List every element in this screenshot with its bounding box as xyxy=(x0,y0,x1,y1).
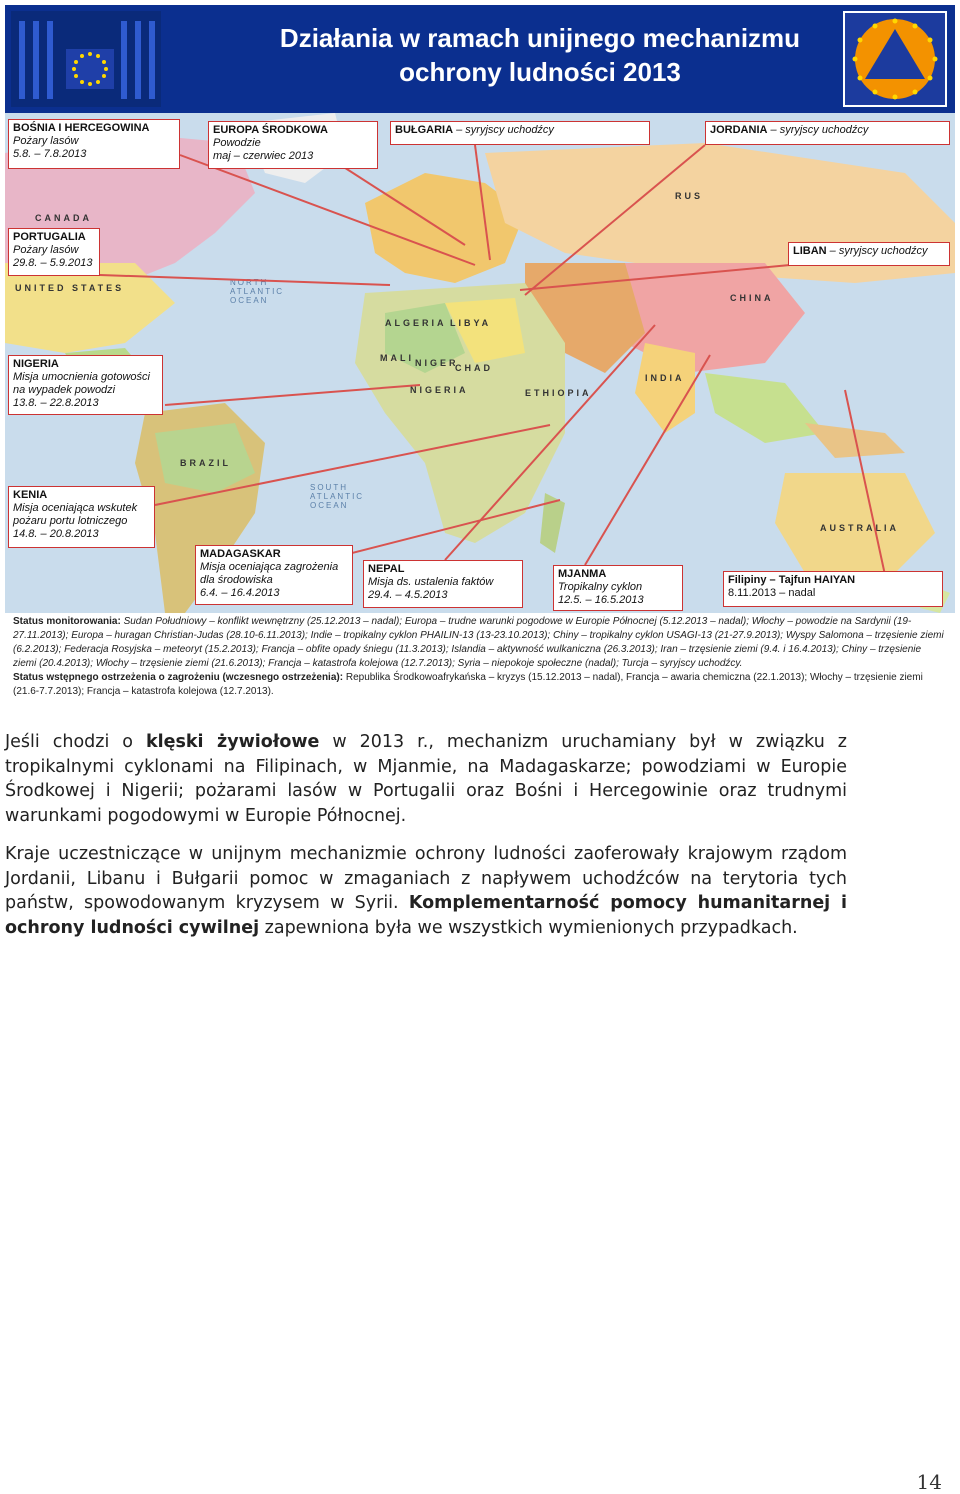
map-label-canada: CANADA xyxy=(35,213,92,223)
paragraph-text: Kraje uczestniczące w unijnym mechanizmie ochrony ludności zaoferowały krajowym rządom Jordanii, Libanu i Bułgarii pomoc w zmaganiach z napływem uchodźców na terytoria tych państw, spowodowanym kryzysem w Syrii. xyxy=(5,844,847,913)
map-label-chad: CHAD xyxy=(455,363,493,373)
paragraph-text: w 2013 r., mechanizm uruchamiany był w związku z tropikalnymi cyklonami na Filipinach, w Mjanmie, na Madagaskarze; powodziami w Europie Środkowej i Nigerii; pożarami lasów w Portugalii oraz Bośni i Hercegowinie oraz trudnymi warunkami pogodowymi w Europie Północnej. xyxy=(5,732,847,826)
callout-title: JORDANIA – syryjscy uchodźcy xyxy=(710,124,869,136)
callout-line: 14.8. – 20.8.2013 xyxy=(13,528,99,540)
map-label-india: INDIA xyxy=(645,373,685,383)
callout-portugal xyxy=(8,228,100,276)
map-label-north-atlantic: NORTH ATLANTIC OCEAN xyxy=(230,278,285,305)
callout-title: LIBAN – syryjscy uchodźcy xyxy=(793,245,928,257)
paragraph-bold-text: klęski żywiołowe xyxy=(145,732,320,752)
page-number: 14 xyxy=(916,1470,942,1494)
callout-title: MADAGASKAR xyxy=(200,548,281,560)
map-label-china: CHINA xyxy=(730,293,774,303)
map-label-libya: LIBYA xyxy=(450,318,492,328)
callout-title: Filipiny – Tajfun HAIYAN xyxy=(728,574,856,586)
map-label-russia: RUS xyxy=(675,191,704,201)
map-label-nigeria: NIGERIA xyxy=(410,385,469,395)
callout-bosnia xyxy=(8,119,180,169)
callout-title: BOŚNIA I HERCEGOWINA xyxy=(13,122,150,134)
callout-line: Misja oceniająca wskutek xyxy=(13,502,138,514)
callout-title: EUROPA ŚRODKOWA xyxy=(213,124,328,136)
paragraph-text: zapewniona była we wszystkich wymienionych przypadkach. xyxy=(259,917,798,938)
figure-title-line-2: ochrony ludności 2013 xyxy=(399,57,681,87)
callout-central-europe xyxy=(208,121,378,169)
callout-madagascar xyxy=(195,545,353,605)
callout-myanmar xyxy=(553,565,683,611)
callout-line: Pożary lasów xyxy=(13,244,79,256)
status-early-warning-text: Republika Środkowoafrykańska – kryzys (15.12.2013 – nadal), Francja – awaria chemiczna (22.1.2013); Włochy – trzęsienie ziemi (21.6-7.7.2013); Francja – katastrofa kolejowa (12.7.2013). xyxy=(13,672,923,697)
callout-philippines xyxy=(723,571,943,607)
paragraph-text: Jeśli chodzi o xyxy=(5,732,146,752)
callout-line: Misja ds. ustalenia faktów xyxy=(368,576,494,588)
callout-line: 13.8. – 22.8.2013 xyxy=(13,397,99,409)
map-label-brazil: BRAZIL xyxy=(180,458,231,468)
status-monitoring-label: Status monitorowania: xyxy=(13,616,121,627)
callout-title: PORTUGALIA xyxy=(13,231,86,243)
callout-line: Powodzie xyxy=(213,137,261,149)
callout-title: KENIA xyxy=(13,489,48,501)
callout-line: 29.4. – 4.5.2013 xyxy=(368,589,448,601)
map-label-ethiopia: ETHIOPIA xyxy=(525,388,592,398)
callout-title: NIGERIA xyxy=(13,358,59,370)
callout-line: Pożary lasów xyxy=(13,135,79,147)
paragraph-natural-disasters xyxy=(5,730,847,828)
status-monitoring-text: Sudan Południowy – konflikt wewnętrzny (25.12.2013 – nadal); Europa – trudne warunki pogodowe w Europie Północnej (5.12.2013 – nadal); Włochy – powodzie na Sardynii (19-27.11.2013); Europa – huragan Christian-Judas (28.10-6.11.2013); Indie – tropikalny cyklon PHAILIN-13 (13-23.10.2013); Chiny – tropikalny cyklon USAGI-13 (21-27.9.2013); Wyspy Salomona – trzęsienie ziemi (6.2.2013); Federacja Rosyjska – meteoryt (15.2.2013); Francja – obfite opady śniegu (11.3.2013); Islandia – aktywność wulkaniczna (26.3.2013); Iran – trzęsienie ziemi (9.4. i 16.4.2013); Chiny – trzęsienie ziemi (20.4.2013); Włochy – trzęsienie ziemi (21.6.2013); Francja – katastrofa kolejowa (12.7.2013); Syria – niepokoje społeczne (nadal); Turcja – syryjscy uchodźcy. xyxy=(13,616,944,669)
callout-title: MJANMA xyxy=(558,568,607,580)
status-early-warning-label: Status wstępnego ostrzeżenia o zagrożeniu (wczesnego ostrzeżenia): xyxy=(13,672,344,683)
callout-title: BUŁGARIA – syryjscy uchodźcy xyxy=(395,124,554,136)
callout-jordan xyxy=(705,121,950,145)
status-text xyxy=(13,615,947,699)
callout-nigeria xyxy=(8,355,163,415)
callout-line: 12.5. – 16.5.2013 xyxy=(558,594,644,606)
paragraph-refugees xyxy=(5,842,847,940)
callout-nepal xyxy=(363,560,523,608)
figure-title-line-1: Działania w ramach unijnego mechanizmu xyxy=(279,23,801,53)
map-label-australia: AUSTRALIA xyxy=(820,523,899,533)
map-label-south-atlantic: SOUTH ATLANTIC OCEAN xyxy=(310,483,365,510)
map-figure xyxy=(5,5,955,717)
status-box xyxy=(5,613,955,717)
map-label-algeria: ALGERIA xyxy=(385,318,447,328)
paragraph-bold-text: Komplementarność pomocy humanitarnej i ochrony ludności cywilnej xyxy=(5,893,847,938)
callout-bulgaria xyxy=(390,121,650,145)
callout-line: Misja oceniająca zagrożenia xyxy=(200,561,339,573)
callout-line: dla środowiska xyxy=(200,574,273,586)
map-label-mali: MALI xyxy=(380,353,414,363)
callout-line: na wypadek powodzi xyxy=(13,384,116,396)
callout-line: Tropikalny cyklon xyxy=(558,581,643,593)
callout-kenya xyxy=(8,486,155,548)
callout-line: Misja umocnienia gotowości xyxy=(13,371,150,383)
callout-line: 29.8. – 5.9.2013 xyxy=(13,257,93,269)
callout-line: 6.4. – 16.4.2013 xyxy=(200,587,280,599)
callout-title: NEPAL xyxy=(368,563,405,575)
map-label-united-states: UNITED STATES xyxy=(15,283,125,293)
map-label-niger: NIGER xyxy=(415,358,459,368)
callout-line: 8.11.2013 – nadal xyxy=(728,587,816,599)
callout-line: 5.8. – 7.8.2013 xyxy=(13,148,87,160)
callout-line: pożaru portu lotniczego xyxy=(13,515,128,527)
callout-lebanon xyxy=(788,242,950,266)
callout-line: maj – czerwiec 2013 xyxy=(213,150,314,162)
